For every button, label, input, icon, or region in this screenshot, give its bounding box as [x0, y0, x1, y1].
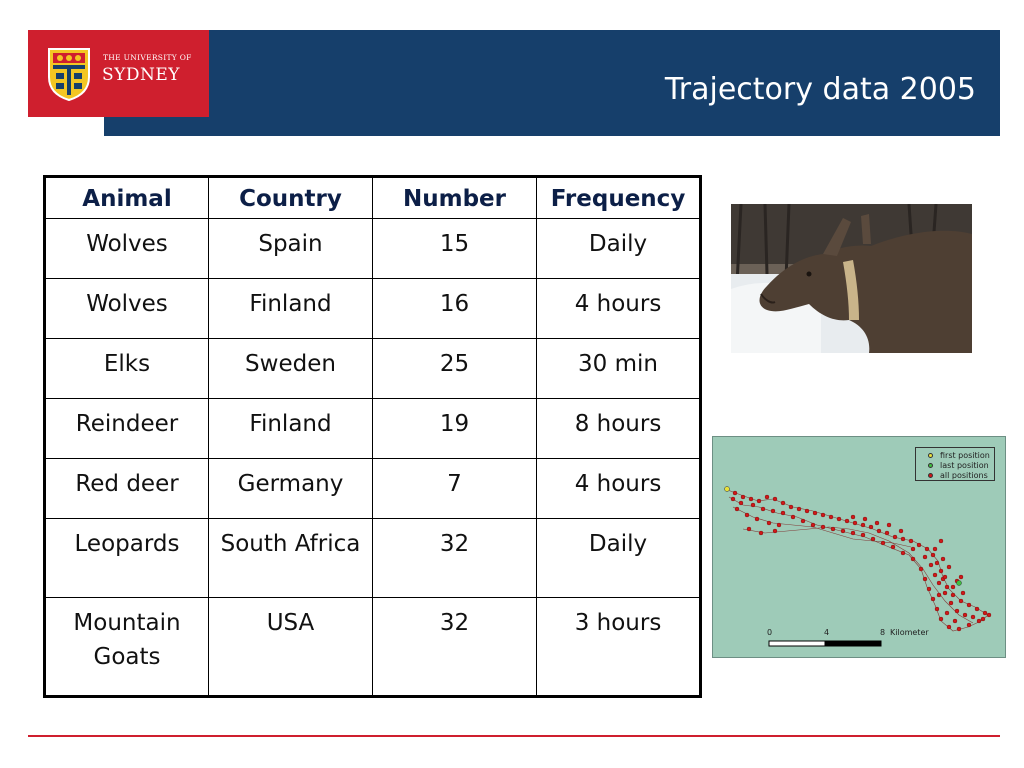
- header-number: Number: [373, 177, 537, 219]
- cell-country: Finland: [209, 279, 373, 339]
- yellow-dot-icon: [928, 453, 933, 458]
- scale-unit-label: Kilometer: [890, 628, 929, 637]
- scale-tick-label: 4: [824, 628, 830, 637]
- table-row: [45, 219, 701, 279]
- elk-collar-image: [731, 204, 972, 353]
- legend-label: all positions: [940, 471, 988, 480]
- cell-animal: Red deer: [45, 459, 209, 519]
- elk-photo: [731, 204, 972, 353]
- legend-label: last position: [940, 461, 989, 470]
- slide-title: Trajectory data 2005: [664, 72, 976, 107]
- table-row: [45, 339, 701, 399]
- cell-animal: Reindeer: [45, 399, 209, 459]
- trajectory-table: [43, 175, 702, 698]
- map-legend: [915, 447, 995, 481]
- scale-tick-label: 8: [880, 628, 886, 637]
- logo-small-text: THE UNIVERSITY OF: [103, 53, 192, 62]
- header-country: Country: [209, 177, 373, 219]
- trajectory-map: [712, 436, 1006, 658]
- header-frequency: Frequency: [537, 177, 701, 219]
- cell-country: Germany: [209, 459, 373, 519]
- table-row: [45, 519, 701, 598]
- cell-country: South Africa: [209, 519, 373, 598]
- cell-frequency: 30 min: [537, 339, 701, 399]
- cell-animal: Elks: [45, 339, 209, 399]
- cell-country: Finland: [209, 399, 373, 459]
- cell-animal: Leopards: [45, 519, 209, 598]
- shield-crest-icon: [47, 47, 91, 101]
- scale-tick-label: 0: [767, 628, 773, 637]
- cell-frequency: 8 hours: [537, 399, 701, 459]
- header-bar: [104, 30, 1000, 136]
- cell-number: 7: [373, 459, 537, 519]
- cell-animal: Wolves: [45, 279, 209, 339]
- cell-number: 32: [373, 598, 537, 697]
- cell-number: 32: [373, 519, 537, 598]
- cell-frequency: Daily: [537, 219, 701, 279]
- red-dot-icon: [928, 473, 933, 478]
- header-animal: Animal: [45, 177, 209, 219]
- green-dot-icon: [928, 463, 933, 468]
- cell-number: 16: [373, 279, 537, 339]
- cell-country: Spain: [209, 219, 373, 279]
- cell-country: USA: [209, 598, 373, 697]
- cell-animal: Wolves: [45, 219, 209, 279]
- footer-divider: [28, 735, 1000, 737]
- cell-frequency: 4 hours: [537, 459, 701, 519]
- cell-animal: Mountain Goats: [45, 598, 209, 697]
- cell-country: Sweden: [209, 339, 373, 399]
- table-header-row: [45, 177, 701, 219]
- table-row: [45, 399, 701, 459]
- legend-label: first position: [940, 451, 990, 460]
- cell-number: 25: [373, 339, 537, 399]
- cell-number: 19: [373, 399, 537, 459]
- cell-number: 15: [373, 219, 537, 279]
- table-row: [45, 598, 701, 697]
- university-logo: [28, 30, 209, 117]
- cell-frequency: Daily: [537, 519, 701, 598]
- cell-frequency: 4 hours: [537, 279, 701, 339]
- logo-wordmark: SYDNEY: [102, 65, 181, 85]
- cell-frequency: 3 hours: [537, 598, 701, 697]
- table-row: [45, 279, 701, 339]
- table-row: [45, 459, 701, 519]
